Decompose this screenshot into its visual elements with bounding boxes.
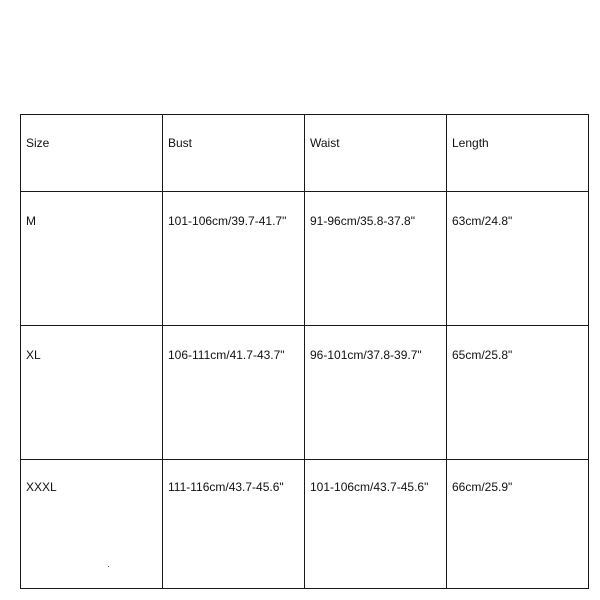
table-row <box>21 326 589 460</box>
cell-bust: 106-111cm/41.7-43.7" <box>163 326 305 460</box>
cell-length: 66cm/25.9" <box>447 460 589 589</box>
header-size: Size <box>21 115 163 192</box>
cell-bust: 101-106cm/39.7-41.7" <box>163 192 305 326</box>
cell-waist: 91-96cm/35.8-37.8" <box>305 192 447 326</box>
header-bust: Bust <box>163 115 305 192</box>
table-row <box>21 192 589 326</box>
cell-size: XL <box>21 326 163 460</box>
header-length: Length <box>447 115 589 192</box>
cell-waist: 96-101cm/37.8-39.7" <box>305 326 447 460</box>
cell-length: 63cm/24.8" <box>447 192 589 326</box>
cell-length: 65cm/25.8" <box>447 326 589 460</box>
table-row <box>21 460 589 589</box>
cell-waist: 101-106cm/43.7-45.6" <box>305 460 447 589</box>
size-chart-table <box>20 114 589 589</box>
table-header-row <box>21 115 589 192</box>
cell-bust: 111-116cm/43.7-45.6" <box>163 460 305 589</box>
header-waist: Waist <box>305 115 447 192</box>
cell-size: M <box>21 192 163 326</box>
stray-dot <box>108 566 109 567</box>
cell-size: XXXL <box>21 460 163 589</box>
